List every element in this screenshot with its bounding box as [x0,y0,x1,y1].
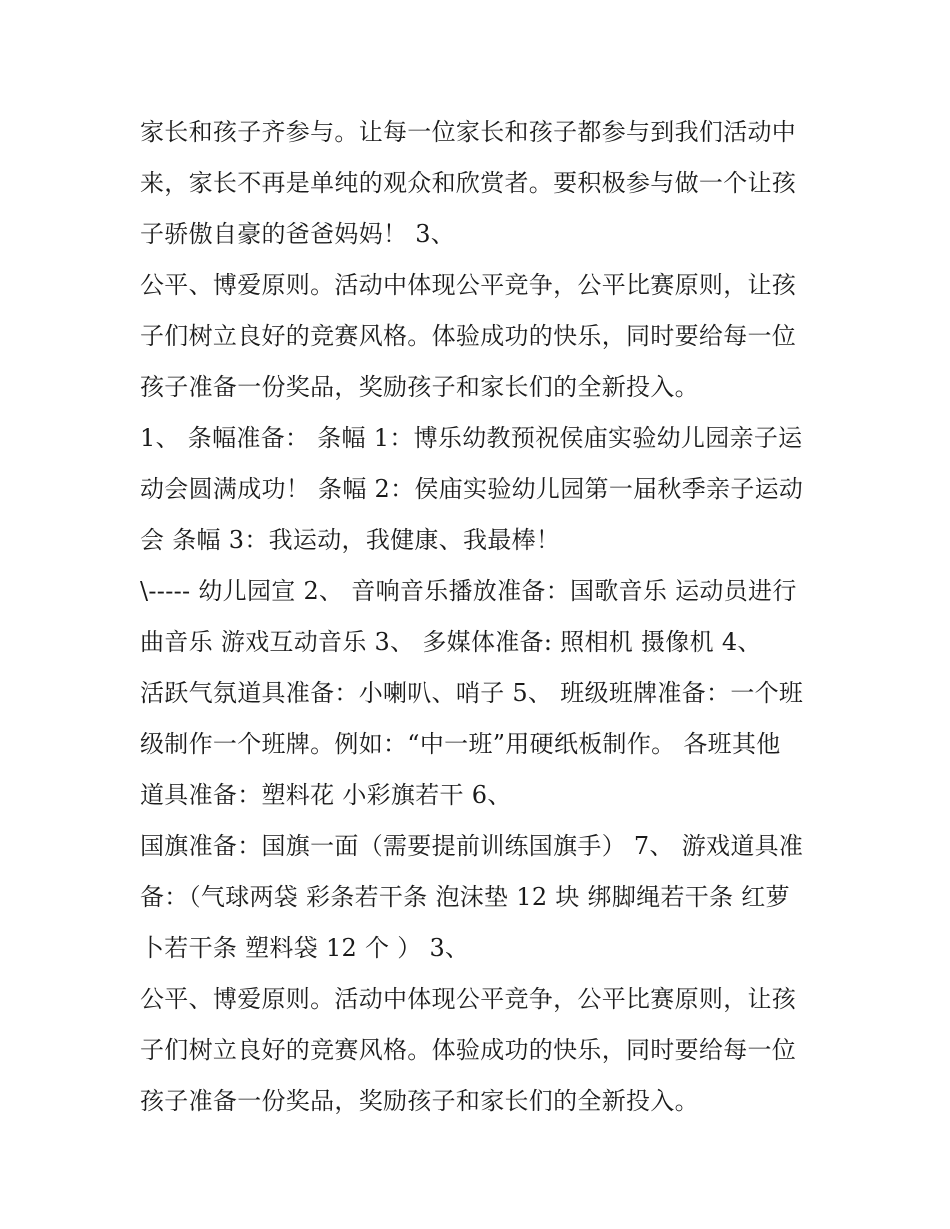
text-line: 子们树立良好的竞赛风格。体验成功的快乐，同时要给每一位 [140,1036,797,1064]
text-line: 公平、博爱原则。活动中体现公平竞争，公平比赛原则，让孩 [140,985,797,1013]
paragraph-audio-media-preparation [140,566,820,668]
paragraph-banner-preparation [140,413,820,566]
text-line: 曲音乐 游戏互动音乐 3、 多媒体准备: 照相机 摄像机 4、 [140,628,762,656]
text-line: 1、 条幅准备： 条幅 1：博乐幼教预祝侯庙实验幼儿园亲子运 [140,424,803,452]
text-line: 备：（气球两袋 彩条若干条 泡沫垫 12 块 绑脚绳若干条 红萝 [140,883,790,911]
paragraph-props-preparation [140,668,820,821]
text-line: 国旗准备：国旗一面（需要提前训练国旗手） 7、 游戏道具准 [140,832,804,860]
paragraph-fairness-principle-repeat [140,974,820,1127]
text-line: 孩子准备一份奖品，奖励孩子和家长们的全新投入。 [140,373,699,401]
text-line: \----- 幼儿园宣 2、 音响音乐播放准备：国歌音乐 运动员进行 [140,577,797,605]
document-body [140,107,820,1127]
text-line: 子们树立良好的竞赛风格。体验成功的快乐，同时要给每一位 [140,322,797,350]
text-line: 来，家长不再是单纯的观众和欣赏者。要积极参与做一个让孩 [140,169,797,197]
text-line: 子骄傲自豪的爸爸妈妈！ 3、 [140,220,456,248]
text-line: 活跃气氛道具准备：小喇叭、哨子 5、 班级班牌准备：一个班 [140,679,804,707]
paragraph-flag-game-props [140,821,820,974]
text-line: 孩子准备一份奖品，奖励孩子和家长们的全新投入。 [140,1087,699,1115]
text-line: 卜若干条 塑料袋 12 个 ） 3、 [140,934,470,962]
text-line: 会 条幅 3：我运动，我健康、我最棒！ [140,526,561,554]
text-line: 动会圆满成功！ 条幅 2：侯庙实验幼儿园第一届秋季亲子运动 [140,475,804,503]
text-line: 家长和孩子齐参与。让每一位家长和孩子都参与到我们活动中 [140,118,797,146]
paragraph-fairness-principle [140,260,820,413]
paragraph-parent-participation [140,107,820,260]
text-line: 级制作一个班牌。例如：“中一班”用硬纸板制作。 各班其他 [140,730,781,758]
text-line: 公平、博爱原则。活动中体现公平竞争，公平比赛原则，让孩 [140,271,797,299]
text-line: 道具准备：塑料花 小彩旗若干 6、 [140,781,512,809]
